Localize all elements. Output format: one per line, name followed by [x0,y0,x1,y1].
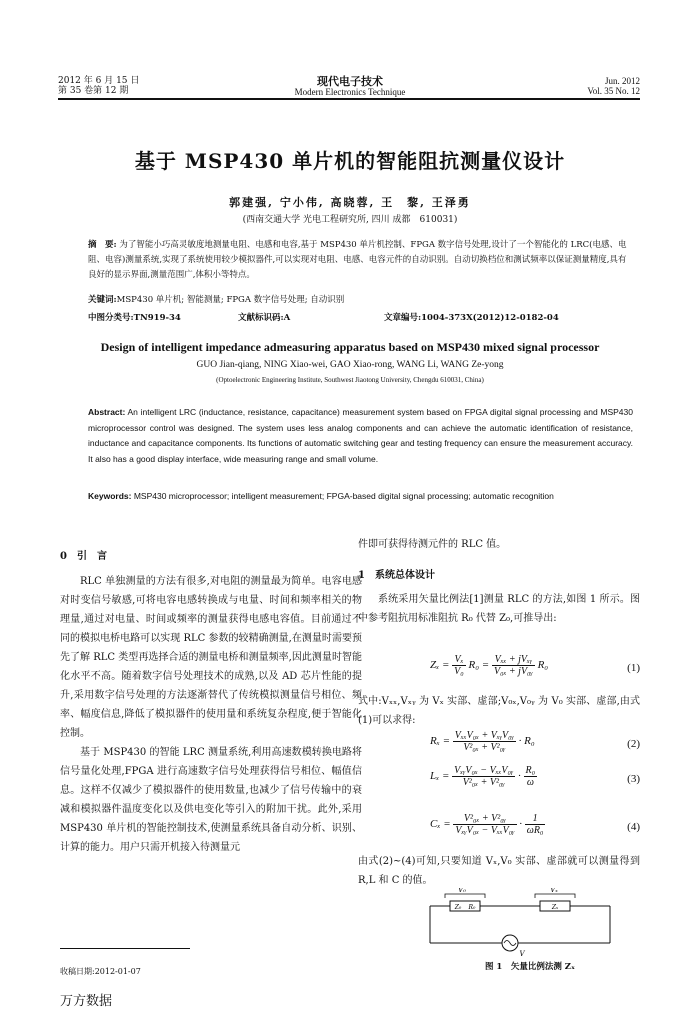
eq1-den-2: V₀ₓ + jV₀ᵧ [493,666,533,677]
eq2-frac [453,730,516,753]
abstract-en [88,405,633,467]
eq1-frac-2 [492,654,535,677]
header-volume-cn: 第 35 卷第 12 期 [58,86,129,96]
keywords-cn-label: 关键词: [88,295,117,305]
doc-code [238,311,290,323]
doc-label: 文献标识码: [238,313,284,323]
v0-bracket [445,894,485,898]
keywords-cn [88,293,344,305]
label-r0: R₀ [468,904,476,911]
keywords-en [88,489,633,505]
eq3-num-1: VₓᵧV₀ₓ − VₓₓV₀ᵧ [454,765,514,776]
eq3-den-1: V²₀ₓ + V²₀ᵧ [462,777,505,788]
eq3-frac-1 [452,765,515,788]
clc-value: TN919-34 [133,313,181,323]
article-number [384,311,559,323]
equation-where: 式中:Vₓₓ,Vₓᵧ 为 Vₓ 实部、虚部;V₀ₓ,V₀ᵧ 为 V₀ 实部、虚部,由式(1)可以求得: [358,696,640,726]
eq1-num-2: Vₓₓ + jVₓᵧ [492,654,535,666]
authors: 郭建强, 宁小伟, 高晓蓉, 王 黎, 王泽勇 [229,196,471,209]
eq1-mid: R₀ = [468,659,490,672]
affiliation: (西南交通大学 光电工程研究所, 四川 成都 610031) [242,215,458,225]
eq3-den-2: ω [526,777,534,788]
section-intro-heading: 0 引 言 [60,551,107,562]
eq4-frac-2 [525,813,546,836]
eq3-num-2: R₀ [525,765,536,776]
abstract-cn-text: 为了智能小巧高灵敏度地测量电阻、电感和电容,基于 MSP430 单片机控制、FPGA 数字信号处理,设计了一个智能化的 LRC(电感、电阻、电容)测量系统,实现了系统使用较少模拟器件,可以实现对电阻、电感、电容元件的自动识别。自动切换档位和测试频率以保证测量精度,具有良好的显示界面,测量范围广,体积小等特点。 [88,240,627,280]
doc-value: A [283,313,291,323]
authors-en: GUO Jian-qiang, NING Xiao-wei, GAO Xiao-rong, WANG Li, WANG Ze-yong [196,360,504,370]
clc-label: 中图分类号: [88,313,134,323]
article-value: 1004-373X(2012)12-0182-04 [421,313,559,323]
abstract-cn-label: 摘 要: [88,240,117,250]
title-en: Design of intelligent impedance admeasuring apparatus based on MSP430 mixed signal processor [100,340,600,354]
figure-1-caption: 图 1 矢量比例法测 Zₓ [484,962,576,972]
section-1-heading: 1 系统总体设计 [358,570,435,581]
keywords-cn-text: MSP430 单片机; 智能测量; FPGA 数字信号处理; 自动识别 [116,295,345,305]
affiliation-en: (Optoelectronic Engineering Institute, Southwest Jiaotong University, Chengdu 610031, China) [216,376,484,384]
received-date: 收稿日期:2012-01-07 [60,967,141,976]
label-v: V [519,950,525,958]
header-date-en: Jun. 2012 [604,76,640,86]
header-volume-en: Vol. 35 No. 12 [587,86,640,96]
section-1-paragraph: 系统采用矢量比例法[1]测量 RLC 的方法,如图 1 所示。图中参考阻抗用标准阻抗 R₀ 代替 Z₀,可推导出: [358,594,640,624]
header-rule [58,98,640,100]
eq2-lhs: Rₓ = [430,735,451,748]
eq2-number: (2) [627,738,640,750]
abstract-en-text: An intelligent LRC (inductance, resistance, capacitance) measurement system based on FPGA digital signal processing and MSP430 microprocessor control was designed. The system uses less analog components and can achieve the automatic identification of resistance, inductance and capacitance components. Its functions of automatic switching gear and testing frequency can ensure the measurement accuracy. It also has a good display interface, wide measuring range and small volume. [88,407,633,464]
article-label: 文章编号: [384,313,422,323]
vx-bracket [535,894,575,898]
eq3-number: (3) [627,773,640,785]
keywords-en-text: MSP430 microprocessor; intelligent measurement; FPGA-based digital signal processing; automatic recognition [133,491,554,501]
eq4-number: (4) [627,821,640,833]
journal-name-en: Modern Electronics Technique [294,87,406,97]
eq1-lhs: Zₓ = [430,659,450,672]
watermark-logo: 万方数据 [60,994,113,1009]
clc-number [88,311,181,323]
header-date-cn: 2012 年 6 月 15 日 [58,76,140,86]
paper-title: 基于 MSP430 单片机的智能阻抗测量仪设计 [134,149,566,173]
eq4-num-1: V²₀ₓ + V²₀ᵧ [453,813,516,825]
intro-body [60,572,362,857]
label-zx: Zₓ [551,904,559,911]
intro-paragraph-2: 基于 MSP430 的智能 LRC 测量系统,利用高速数模转换电路将信号量化处理,FPGA 进行高速数字信号处理获得信号相位、幅值信息。这样不仅减少了模拟器件的使用数量,也减少了信号传输中的衰减和模拟器件温度变化以及供电变化等引入的附加干扰。此外,采用 MSP430 单片机的智能控制技术,使测量系统具备自动分析、识别、计算的能力。用户只需开机接入待测量元 [60,747,362,853]
abstract-cn [88,238,633,283]
eq4-frac-1 [453,813,516,836]
label-v0: V₀ [458,888,466,894]
eq1-number: (1) [627,662,640,674]
figure-1-circuit [420,888,620,958]
label-z0: Z₀ [454,904,462,911]
right-continuation: 件即可获得待测元件的 RLC 值。 [358,539,507,550]
eq2-num: VₓₓV₀ₓ + VₓᵧV₀ᵧ [454,730,514,741]
eq1-tail: R₀ [537,659,549,672]
journal-name-cn: 现代电子技术 [317,75,383,88]
eq4-lhs: Cₓ = [430,818,451,831]
eq1-den-1: V₀ [454,666,464,677]
eq3-lhs: Lₓ = [430,770,450,783]
equation-3: Lₓ = $\frac{\text{VₓᵧV₀ₓ − VₓₓV₀ᵧ}}{\text{V²₀ₓ + V²₀ᵧ}}$ · $\frac{\text{R₀}}{\omega}$ (3) [430,765,640,788]
equation-conclusion: 由式(2)~(4)可知,只要知道 Vₓ,V₀ 实部、虚部就可以测量得到 R,L 和 C 的值。 [358,856,640,886]
equation-4: Cₓ = $\frac{\text{V²₀ₓ + V²₀ᵧ}}{\text{VₓᵧV₀ₓ − VₓₓV₀ᵧ}}$ · $\frac{1}{\text{ωR₀}}$ (4) [430,813,640,836]
eq1-num-1: Vₓ [452,654,466,666]
keywords-en-label: Keywords: [88,491,132,501]
equation-1 [430,654,640,688]
eq3-frac-2 [524,765,538,788]
label-vx: Vₓ [550,888,558,894]
abstract-en-label: Abstract: [88,407,126,417]
eq2-den: V²₀ₓ + V²₀ᵧ [463,742,506,753]
eq1-frac-1 [452,654,466,677]
footnote-rule [60,948,190,949]
eq2-tail: · R₀ [518,735,535,748]
eq4-den-1: VₓᵧV₀ₓ − VₓₓV₀ᵧ [455,825,515,836]
eq4-den-2: ωR₀ [526,825,544,836]
eq4-num-2: 1 [525,813,546,825]
intro-paragraph-1: RLC 单独测量的方法有很多,对电阻的测量最为简单。电容电感对时变信号敏感,可将电容电感转换成与电量、时间和频率相关的物理量,通过对电量、时间或频率的测量获得电感电容值。目前通过不同的模拟电桥电路可以实现 RLC 参数的较精确测量,在测量时需要预先了解 RLC 类型再选择合适的测量电桥和测量频率,因此测量时智能化水平不高。随着数字信号处理技术的成熟,以及 AD 芯片性能的提升,采用数字信号处理的方法逐渐替代了传统模拟测量信号相位、频率、幅度信息,降低了模拟器件的使用量和系统复杂程度,便于智能化控制。 [60,576,362,739]
equation-2 [430,730,640,764]
